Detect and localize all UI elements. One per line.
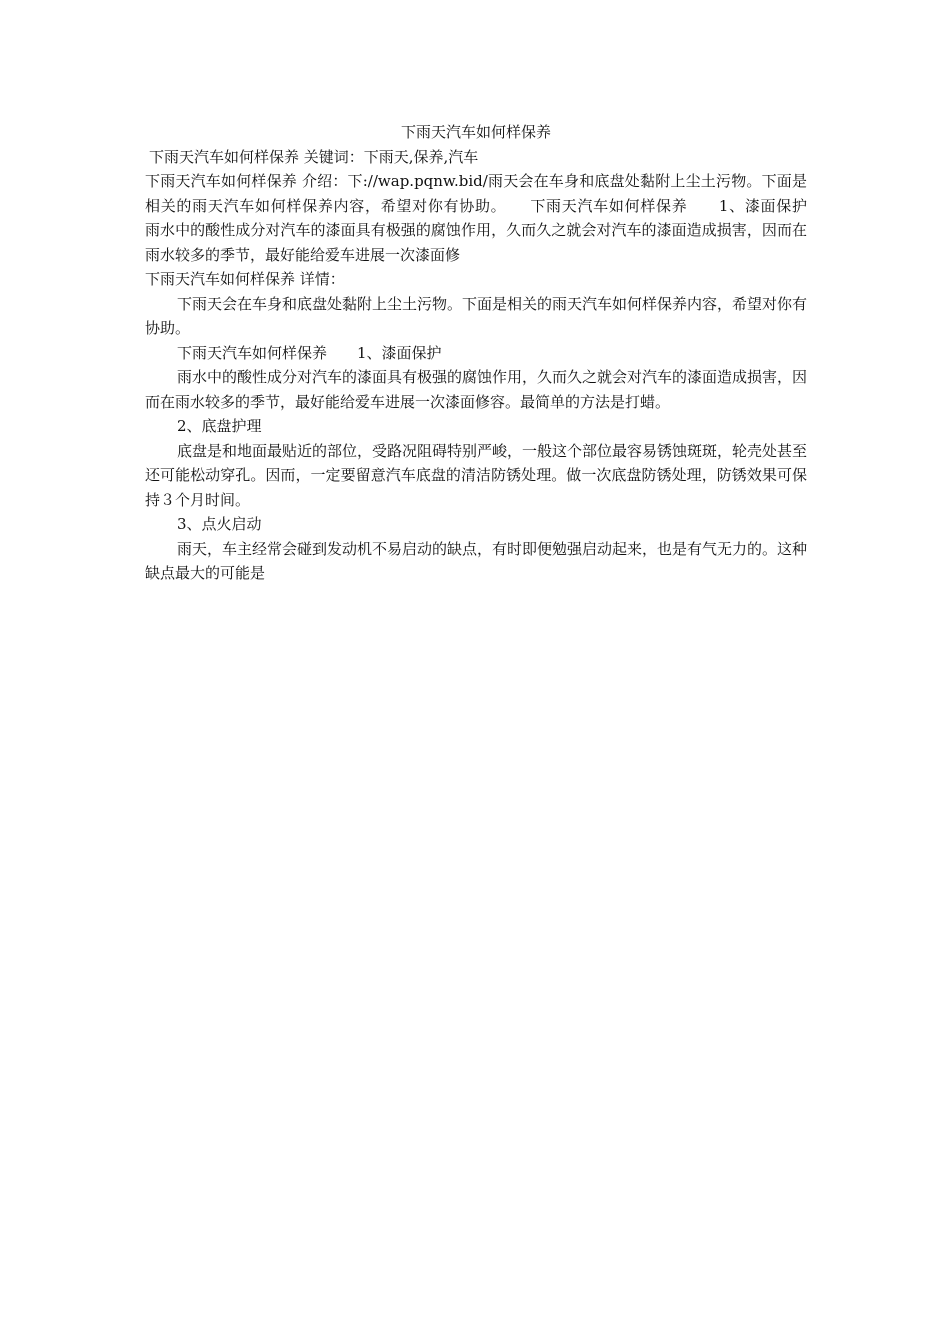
section-heading-paint: 下雨天汽车如何样保养 1、漆面保护 — [177, 343, 442, 362]
paragraph-chassis: 底盘是和地面最贴近的部位，受路况阻碍特别严峻，一般这个部位最容易锈蚀斑斑，轮壳处甚至还可能松动穿孔。因而，一定要留意汽车底盘的清洁防锈处理。做一次底盘防锈处理，防锈效果可保持３个月时间。 — [145, 441, 808, 509]
keywords-line: 下雨天汽车如何样保养 关键词：下雨天,保养,汽车 — [149, 147, 479, 166]
document-page — [145, 120, 838, 586]
section-heading-chassis: 2、底盘护理 — [177, 417, 262, 435]
intro-line: 下雨天汽车如何样保养 介绍：下://wap.pqnw.bid/雨天会在车身和底盘处黏附上尘土污物。下面是相关的雨天汽车如何样保养内容，希望对你有协助。 下雨天汽车如何样保养 1、漆面保护 雨水中的酸性成分对汽车的漆面具有极强的腐蚀作用，久而久之就会对汽车的漆面造成损害，因而在雨水较多的季节，最好能给爱车进展一次漆面修 — [145, 172, 838, 264]
paragraph-paint: 雨水中的酸性成分对汽车的漆面具有极强的腐蚀作用，久而久之就会对汽车的漆面造成损害，因而在雨水较多的季节，最好能给爱车进展一次漆面修容。最简单的方法是打蜡。 — [145, 368, 808, 411]
paragraph-intro: 下雨天会在车身和底盘处黏附上尘土污物。下面是相关的雨天汽车如何样保养内容，希望对你有协助。 — [145, 294, 808, 337]
document-title: 下雨天汽车如何样保养 — [400, 123, 551, 141]
details-label: 下雨天汽车如何样保养 详情： — [145, 270, 345, 288]
paragraph-ignition: 雨天，车主经常会碰到发动机不易启动的缺点，有时即便勉强启动起来，也是有气无力的。这种缺点最大的可能是 — [145, 539, 808, 582]
section-heading-ignition: 3、点火启动 — [177, 515, 262, 533]
